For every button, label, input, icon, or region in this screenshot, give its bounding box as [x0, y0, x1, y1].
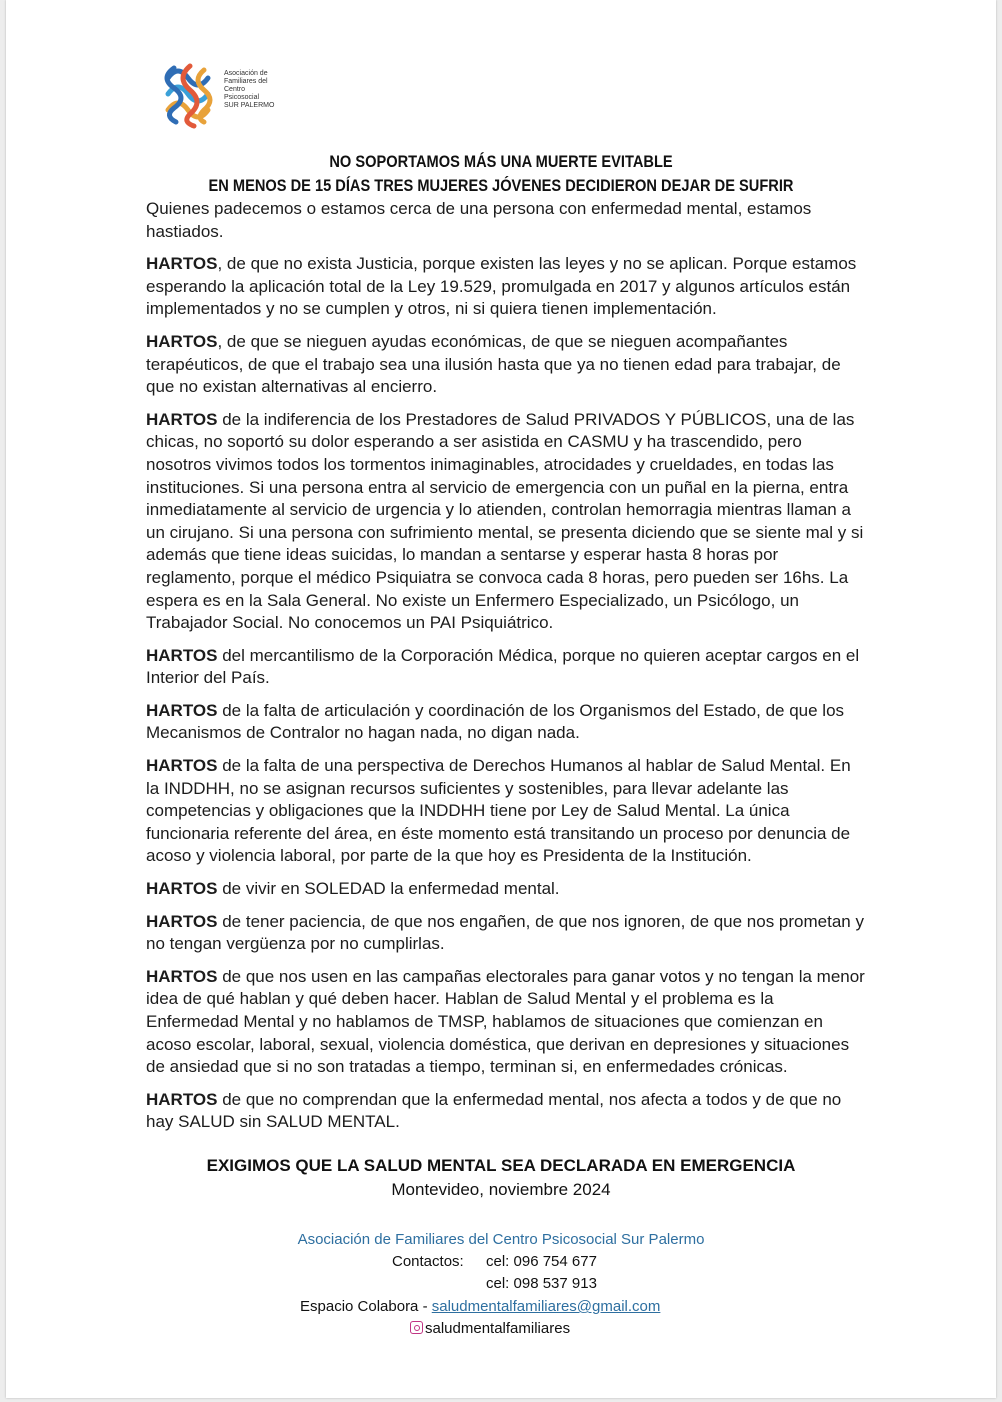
paragraph-lead: HARTOS	[146, 700, 218, 720]
logo-line: Familiares del	[224, 78, 268, 85]
paragraph-text: de que nos usen en las campañas electorales para ganar votos y no tengan la menor idea de qué hablan y qué deben hacer. Hablan de Salud Mental y el problema es la Enfermedad Mental y no hablamos de TMSP, hablamos de situaciones que comienzan en acoso escolar, laboral, sexual, violencia doméstica, que derivan en depresiones y situaciones de ansiedad que si no son tratadas a tiempo, terminan si, en enfermedades crónicas.	[146, 966, 865, 1077]
paragraph-lead: HARTOS	[146, 409, 218, 429]
paragraph-lead: HARTOS	[146, 331, 218, 351]
paragraph-text: de vivir en SOLEDAD la enfermedad mental.	[217, 879, 560, 899]
paragraph-lead: HARTOS	[146, 966, 218, 986]
paragraph-text: de tener paciencia, de que nos engañen, de que nos ignoren, de que nos prometan y no tengan vergüenza por no cumplirlas.	[146, 911, 864, 954]
paragraph	[146, 198, 866, 243]
document-page	[6, 0, 996, 1398]
paragraph	[146, 409, 866, 635]
phone-2: cel: 098 537 913	[486, 1275, 597, 1292]
paragraph	[146, 700, 866, 745]
paragraph-text: Quienes padecemos o estamos cerca de una persona con enfermedad mental, estamos hastiados.	[146, 199, 812, 241]
logo-line: Asociación de	[224, 70, 268, 77]
logo-caption	[224, 70, 274, 110]
letter-body	[146, 198, 866, 1144]
paragraph-text: de la falta de una perspectiva de Derechos Humanos al hablar de Salud Mental. En la INDDHH, no se asignan recursos suficientes y sostenibles, para llevar adelante las competencias y obligaciones que la INDDHH tiene por Ley de Salud Mental. La única funcionaria referente del área, en éste momento está transitando un proceso por denuncia de acoso y violencia laboral, por parte de la que hoy es Presidenta de la Institución.	[146, 756, 851, 866]
instagram-icon	[410, 1321, 423, 1334]
paragraph-lead: HARTOS	[146, 1089, 218, 1109]
place-date: Montevideo, noviembre 2024	[391, 1180, 611, 1199]
logo-line: SUR PALERMO	[224, 102, 275, 109]
paragraph-lead: HARTOS	[146, 645, 218, 665]
title-line-1: NO SOPORTAMOS MÁS UNA MUERTE EVITABLE	[329, 152, 673, 171]
organization-name: Asociación de Familiares del Centro Psicosocial Sur Palermo	[297, 1231, 705, 1248]
paragraph-text: , de que se nieguen ayudas económicas, de que se nieguen acompañantes terapéuticos, de que el trabajo sea una ilusión hasta que ya no tienen edad para trabajar, de que no existan alternativas al encierro.	[146, 331, 841, 397]
paragraph	[146, 253, 866, 321]
instagram-line[interactable]	[410, 1320, 570, 1337]
paragraph	[146, 331, 866, 399]
paragraph	[146, 911, 866, 956]
paragraph	[146, 1089, 866, 1134]
contacts-label: Contactos:	[392, 1253, 464, 1270]
paragraph-lead: HARTOS	[146, 879, 218, 899]
paragraph	[146, 966, 866, 1079]
celtic-knot-logo-icon	[154, 58, 222, 130]
paragraph	[146, 755, 866, 868]
paragraph-lead: HARTOS	[146, 254, 218, 274]
paragraph	[146, 645, 866, 690]
paragraph-lead: HARTOS	[146, 756, 218, 776]
espacio-label: Espacio Colabora -	[300, 1298, 432, 1315]
paragraph-text: del mercantilismo de la Corporación Médica, porque no quieren aceptar cargos en el Interior del País.	[146, 645, 860, 688]
paragraph-text: de que no comprendan que la enfermedad mental, nos afecta a todos y de que no hay SALUD sin SALUD MENTAL.	[146, 1089, 842, 1132]
paragraph	[146, 878, 866, 901]
title-line-2: EN MENOS DE 15 DÍAS TRES MUJERES JÓVENES DECIDIERON DEJAR DE SUFRIR	[208, 176, 794, 195]
phone-1: cel: 096 754 677	[486, 1253, 597, 1270]
logo-line: Centro	[224, 86, 246, 93]
paragraph-lead: HARTOS	[146, 911, 218, 931]
email-link[interactable]: saludmentalfamiliares@gmail.com	[431, 1298, 661, 1315]
paragraph-text: de la falta de articulación y coordinación de los Organismos del Estado, de que los Mecanismos de Contralor no hagan nada, no digan nada.	[146, 700, 845, 743]
organization-logo	[154, 58, 284, 130]
paragraph-text: , de que no exista Justicia, porque existen las leyes y no se aplican. Porque estamos esperando la aplicación total de la Ley 19.529, promulgada en 2017 y algunos artículos están implementados y no se cumplen y otros, ni si quiera tienen implementación.	[146, 254, 857, 319]
paragraph-text: de la indiferencia de los Prestadores de Salud PRIVADOS Y PÚBLICOS, una de las chicas, no soportó su dolor esperando a ser asistida en CASMU y ha trascendido, pero nosotros vivimos todos los tormentos inimaginables, atrocidades y crueldades, en todas las instituciones. Si una persona entra al servicio de emergencia con un puñal en la pierna, entra inmediatamente al servicio de urgencia y lo atienden, controlan hemorragia mientras llaman a un cirujano. Si una persona con sufrimiento mental, se presenta diciendo que se siente mal y si además que tiene ideas suicidas, lo mandan a sentarse y esperar hasta 8 horas por reglamento, porque el médico Psiquiatra se convoca cada 8 horas, pero pueden ser 16hs. La espera es en la Sala General. No existe un Enfermero Especializado, un Psicólogo, un Trabajador Social. No conocemos un PAI Psiquiátrico.	[146, 409, 864, 633]
logo-line: Psicosocial	[224, 94, 260, 101]
demand-heading: EXIGIMOS QUE LA SALUD MENTAL SEA DECLARADA EN EMERGENCIA	[206, 1156, 796, 1175]
espacio-line	[300, 1298, 660, 1315]
instagram-handle[interactable]: saludmentalfamiliares	[425, 1320, 571, 1337]
